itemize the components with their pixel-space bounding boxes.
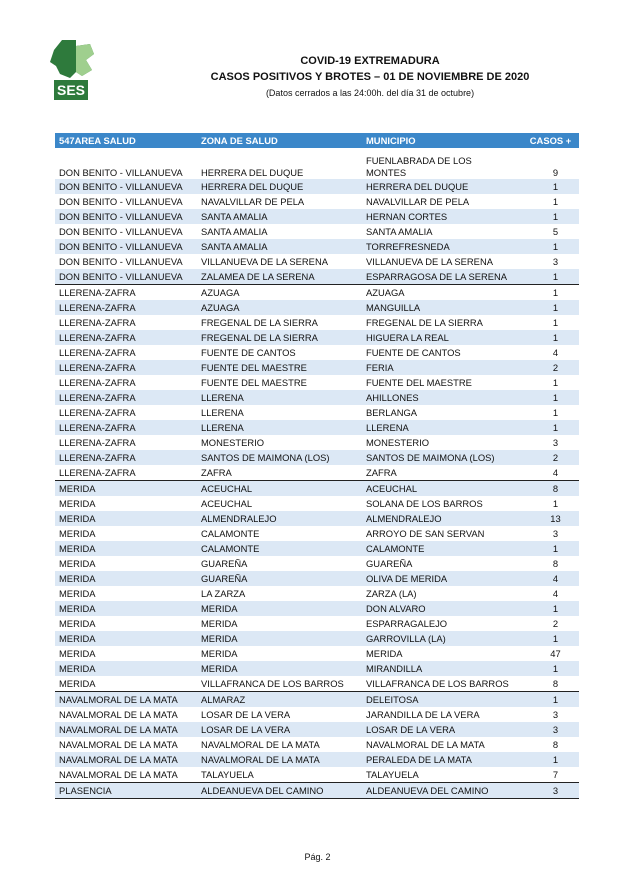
zona-salud-cell: VILLAFRANCA DE LOS BARROS — [197, 676, 362, 692]
zona-salud-cell: VILLANUEVA DE LA SERENA — [197, 254, 362, 269]
area-salud-cell: MERIDA — [55, 571, 197, 586]
area-salud-cell: PLASENCIA — [55, 783, 197, 799]
table-row — [55, 330, 579, 345]
zona-salud-cell: CALAMONTE — [197, 526, 362, 541]
casos-cell: 9 — [514, 148, 579, 179]
municipio-cell: FUENTE DE CANTOS — [362, 345, 514, 360]
table-row — [55, 465, 579, 481]
table-row — [55, 586, 579, 601]
area-salud-cell: DON BENITO - VILLANUEVA — [55, 254, 197, 269]
zona-salud-cell: SANTA AMALIA — [197, 224, 362, 239]
zona-salud-cell: GUAREÑA — [197, 556, 362, 571]
municipio-cell: HIGUERA LA REAL — [362, 330, 514, 345]
area-salud-cell: NAVALMORAL DE LA MATA — [55, 737, 197, 752]
table-row — [55, 556, 579, 571]
zona-salud-cell: NAVALMORAL DE LA MATA — [197, 752, 362, 767]
casos-cell: 8 — [514, 737, 579, 752]
municipio-cell: TORREFRESNEDA — [362, 239, 514, 254]
table-row — [55, 345, 579, 360]
logo-map-shape-light — [76, 44, 94, 76]
zona-salud-cell: ALMENDRALEJO — [197, 511, 362, 526]
zona-salud-cell: MERIDA — [197, 631, 362, 646]
zona-salud-cell: MERIDA — [197, 661, 362, 676]
zona-salud-cell: GUAREÑA — [197, 571, 362, 586]
table-row — [55, 481, 579, 497]
area-salud-cell: DON BENITO - VILLANUEVA — [55, 269, 197, 285]
document-title: COVID-19 EXTREMADURA — [300, 55, 440, 67]
municipio-cell: ZARZA (LA) — [362, 586, 514, 601]
casos-cell: 2 — [514, 360, 579, 375]
municipio-cell: AZUAGA — [362, 285, 514, 301]
zona-salud-cell: FUENTE DEL MAESTRE — [197, 360, 362, 375]
casos-cell: 4 — [514, 345, 579, 360]
zona-salud-cell: LOSAR DE LA VERA — [197, 722, 362, 737]
municipio-cell: MANGUILLA — [362, 300, 514, 315]
municipio-cell: MERIDA — [362, 646, 514, 661]
area-salud-cell: MERIDA — [55, 496, 197, 511]
municipio-cell: MONESTERIO — [362, 435, 514, 450]
table-row — [55, 692, 579, 708]
municipio-cell: VILLANUEVA DE LA SERENA — [362, 254, 514, 269]
area-salud-cell: DON BENITO - VILLANUEVA — [55, 148, 197, 179]
municipio-cell: ESPARRAGALEJO — [362, 616, 514, 631]
municipio-cell: OLIVA DE MERIDA — [362, 571, 514, 586]
municipio-cell: SANTOS DE MAIMONA (LOS) — [362, 450, 514, 465]
table-row — [55, 571, 579, 586]
table-row — [55, 526, 579, 541]
municipio-cell: ALDEANUEVA DEL CAMINO — [362, 783, 514, 799]
zona-salud-cell: FUENTE DEL MAESTRE — [197, 375, 362, 390]
area-salud-cell: DON BENITO - VILLANUEVA — [55, 194, 197, 209]
area-salud-cell: MERIDA — [55, 616, 197, 631]
table-row — [55, 541, 579, 556]
zona-salud-cell: NAVALMORAL DE LA MATA — [197, 737, 362, 752]
casos-cell: 1 — [514, 315, 579, 330]
area-salud-cell: LLERENA-ZAFRA — [55, 450, 197, 465]
table-row — [55, 616, 579, 631]
table-row — [55, 405, 579, 420]
municipio-cell: CALAMONTE — [362, 541, 514, 556]
casos-cell: 1 — [514, 239, 579, 254]
area-salud-cell: LLERENA-ZAFRA — [55, 390, 197, 405]
casos-cell: 47 — [514, 646, 579, 661]
municipio-cell: VILLAFRANCA DE LOS BARROS — [362, 676, 514, 692]
area-salud-cell: NAVALMORAL DE LA MATA — [55, 707, 197, 722]
municipio-cell: BERLANGA — [362, 405, 514, 420]
area-salud-cell: LLERENA-ZAFRA — [55, 465, 197, 481]
casos-cell: 1 — [514, 601, 579, 616]
cases-table — [55, 133, 579, 799]
table-row — [55, 300, 579, 315]
header-municipio: MUNICIPIO — [362, 133, 514, 148]
municipio-cell: ZAFRA — [362, 465, 514, 481]
municipio-cell: SOLANA DE LOS BARROS — [362, 496, 514, 511]
municipio-cell: FUENTE DEL MAESTRE — [362, 375, 514, 390]
header-casos: CASOS + — [514, 133, 579, 148]
header-zona-salud: ZONA DE SALUD — [197, 133, 362, 148]
casos-cell: 1 — [514, 209, 579, 224]
area-salud-cell: DON BENITO - VILLANUEVA — [55, 209, 197, 224]
zona-salud-cell: SANTA AMALIA — [197, 209, 362, 224]
area-salud-cell: LLERENA-ZAFRA — [55, 375, 197, 390]
casos-cell: 3 — [514, 722, 579, 737]
zona-salud-cell: LLERENA — [197, 405, 362, 420]
zona-salud-cell: MERIDA — [197, 601, 362, 616]
municipio-cell: GARROVILLA (LA) — [362, 631, 514, 646]
area-salud-cell: MERIDA — [55, 661, 197, 676]
zona-salud-cell: LA ZARZA — [197, 586, 362, 601]
municipio-cell: MIRANDILLA — [362, 661, 514, 676]
zona-salud-cell: TALAYUELA — [197, 767, 362, 783]
area-salud-cell: LLERENA-ZAFRA — [55, 315, 197, 330]
table-row — [55, 646, 579, 661]
zona-salud-cell: ALDEANUEVA DEL CAMINO — [197, 783, 362, 799]
municipio-cell: ALMENDRALEJO — [362, 511, 514, 526]
casos-cell: 1 — [514, 541, 579, 556]
table-row — [55, 601, 579, 616]
zona-salud-cell: LLERENA — [197, 420, 362, 435]
zona-salud-cell: LLERENA — [197, 390, 362, 405]
casos-cell: 4 — [514, 465, 579, 481]
table-row — [55, 496, 579, 511]
page-number: Pág. 2 — [304, 852, 331, 862]
ses-logo — [46, 38, 102, 104]
area-salud-cell: MERIDA — [55, 646, 197, 661]
municipio-cell: ACEUCHAL — [362, 481, 514, 497]
table-row — [55, 435, 579, 450]
area-salud-cell: LLERENA-ZAFRA — [55, 345, 197, 360]
municipio-cell: TALAYUELA — [362, 767, 514, 783]
municipio-cell: GUAREÑA — [362, 556, 514, 571]
area-salud-cell: NAVALMORAL DE LA MATA — [55, 722, 197, 737]
table-row — [55, 254, 579, 269]
area-salud-cell: NAVALMORAL DE LA MATA — [55, 752, 197, 767]
casos-cell: 8 — [514, 556, 579, 571]
area-salud-cell: MERIDA — [55, 631, 197, 646]
table-row — [55, 375, 579, 390]
municipio-cell: DELEITOSA — [362, 692, 514, 708]
area-salud-cell: MERIDA — [55, 481, 197, 497]
table-row — [55, 224, 579, 239]
casos-cell: 7 — [514, 767, 579, 783]
zona-salud-cell: ACEUCHAL — [197, 496, 362, 511]
area-salud-cell: LLERENA-ZAFRA — [55, 285, 197, 301]
area-salud-cell: MERIDA — [55, 511, 197, 526]
zona-salud-cell: MERIDA — [197, 616, 362, 631]
casos-cell: 13 — [514, 511, 579, 526]
table-row — [55, 148, 579, 179]
casos-cell: 3 — [514, 526, 579, 541]
table-row — [55, 661, 579, 676]
table-row — [55, 194, 579, 209]
municipio-cell: ARROYO DE SAN SERVAN — [362, 526, 514, 541]
area-salud-cell: LLERENA-ZAFRA — [55, 330, 197, 345]
casos-cell: 1 — [514, 496, 579, 511]
casos-cell: 1 — [514, 179, 579, 194]
zona-salud-cell: NAVALVILLAR DE PELA — [197, 194, 362, 209]
casos-cell: 3 — [514, 254, 579, 269]
table-row — [55, 390, 579, 405]
casos-cell: 1 — [514, 420, 579, 435]
table-row — [55, 707, 579, 722]
table-row — [55, 360, 579, 375]
zona-salud-cell: MERIDA — [197, 646, 362, 661]
zona-salud-cell: FREGENAL DE LA SIERRA — [197, 315, 362, 330]
casos-cell: 1 — [514, 285, 579, 301]
table-row — [55, 783, 579, 799]
municipio-cell: NAVALVILLAR DE PELA — [362, 194, 514, 209]
casos-cell: 5 — [514, 224, 579, 239]
table-row — [55, 239, 579, 254]
municipio-cell: NAVALMORAL DE LA MATA — [362, 737, 514, 752]
area-salud-cell: LLERENA-ZAFRA — [55, 300, 197, 315]
casos-cell: 1 — [514, 375, 579, 390]
casos-cell: 8 — [514, 676, 579, 692]
zona-salud-cell: ACEUCHAL — [197, 481, 362, 497]
municipio-cell: PERALEDA DE LA MATA — [362, 752, 514, 767]
table-row — [55, 752, 579, 767]
table-row — [55, 285, 579, 301]
casos-cell: 3 — [514, 435, 579, 450]
area-salud-cell: DON BENITO - VILLANUEVA — [55, 179, 197, 194]
zona-salud-cell: CALAMONTE — [197, 541, 362, 556]
casos-cell: 1 — [514, 269, 579, 285]
area-salud-cell: NAVALMORAL DE LA MATA — [55, 767, 197, 783]
casos-cell: 1 — [514, 631, 579, 646]
table-row — [55, 315, 579, 330]
casos-cell: 3 — [514, 783, 579, 799]
casos-cell: 1 — [514, 405, 579, 420]
logo-text: SES — [56, 82, 86, 98]
area-salud-cell: LLERENA-ZAFRA — [55, 405, 197, 420]
municipio-cell: LLERENA — [362, 420, 514, 435]
area-salud-cell: MERIDA — [55, 586, 197, 601]
area-salud-cell: LLERENA-ZAFRA — [55, 360, 197, 375]
casos-cell: 1 — [514, 194, 579, 209]
zona-salud-cell: SANTOS DE MAIMONA (LOS) — [197, 450, 362, 465]
casos-cell: 1 — [514, 300, 579, 315]
casos-cell: 2 — [514, 616, 579, 631]
casos-cell: 1 — [514, 390, 579, 405]
table-row — [55, 631, 579, 646]
zona-salud-cell: ZALAMEA DE LA SERENA — [197, 269, 362, 285]
zona-salud-cell: HERRERA DEL DUQUE — [197, 148, 362, 179]
table-row — [55, 450, 579, 465]
municipio-cell: JARANDILLA DE LA VERA — [362, 707, 514, 722]
municipio-cell: SANTA AMALIA — [362, 224, 514, 239]
casos-cell: 8 — [514, 481, 579, 497]
table-row — [55, 767, 579, 783]
casos-cell: 3 — [514, 707, 579, 722]
casos-cell: 1 — [514, 692, 579, 708]
casos-cell: 4 — [514, 586, 579, 601]
area-salud-cell: DON BENITO - VILLANUEVA — [55, 224, 197, 239]
document-subtitle: CASOS POSITIVOS Y BROTES – 01 DE NOVIEMBRE DE 2020 — [210, 71, 530, 83]
municipio-cell: HERNAN CORTES — [362, 209, 514, 224]
zona-salud-cell: FREGENAL DE LA SIERRA — [197, 330, 362, 345]
area-salud-cell: MERIDA — [55, 556, 197, 571]
municipio-cell: FERIA — [362, 360, 514, 375]
zona-salud-cell: LOSAR DE LA VERA — [197, 707, 362, 722]
table-row — [55, 209, 579, 224]
table-row — [55, 737, 579, 752]
municipio-cell: HERRERA DEL DUQUE — [362, 179, 514, 194]
area-salud-cell: MERIDA — [55, 541, 197, 556]
zona-salud-cell: HERRERA DEL DUQUE — [197, 179, 362, 194]
casos-cell: 1 — [514, 330, 579, 345]
municipio-cell: LOSAR DE LA VERA — [362, 722, 514, 737]
table-row — [55, 179, 579, 194]
table-header-row — [55, 133, 579, 148]
municipio-cell: AHILLONES — [362, 390, 514, 405]
zona-salud-cell: ALMARAZ — [197, 692, 362, 708]
area-salud-cell: MERIDA — [55, 676, 197, 692]
table-row — [55, 420, 579, 435]
zona-salud-cell: FUENTE DE CANTOS — [197, 345, 362, 360]
table-row — [55, 722, 579, 737]
casos-cell: 1 — [514, 661, 579, 676]
municipio-cell: FUENLABRADA DE LOS MONTES — [362, 148, 514, 179]
casos-cell: 1 — [514, 752, 579, 767]
zona-salud-cell: ZAFRA — [197, 465, 362, 481]
municipio-cell: DON ALVARO — [362, 601, 514, 616]
header-area-salud: 547AREA SALUD — [55, 133, 197, 148]
area-salud-cell: DON BENITO - VILLANUEVA — [55, 239, 197, 254]
area-salud-cell: LLERENA-ZAFRA — [55, 435, 197, 450]
municipio-cell: FREGENAL DE LA SIERRA — [362, 315, 514, 330]
zona-salud-cell: MONESTERIO — [197, 435, 362, 450]
zona-salud-cell: AZUAGA — [197, 285, 362, 301]
casos-cell: 4 — [514, 571, 579, 586]
table-row — [55, 511, 579, 526]
document-note: (Datos cerrados a las 24:00h. del día 31 de octubre) — [265, 88, 475, 98]
area-salud-cell: MERIDA — [55, 601, 197, 616]
table-row — [55, 676, 579, 692]
zona-salud-cell: AZUAGA — [197, 300, 362, 315]
area-salud-cell: NAVALMORAL DE LA MATA — [55, 692, 197, 708]
municipio-cell: ESPARRAGOSA DE LA SERENA — [362, 269, 514, 285]
table-row — [55, 269, 579, 285]
area-salud-cell: MERIDA — [55, 526, 197, 541]
zona-salud-cell: SANTA AMALIA — [197, 239, 362, 254]
casos-cell: 2 — [514, 450, 579, 465]
table-body — [55, 148, 579, 799]
area-salud-cell: LLERENA-ZAFRA — [55, 420, 197, 435]
